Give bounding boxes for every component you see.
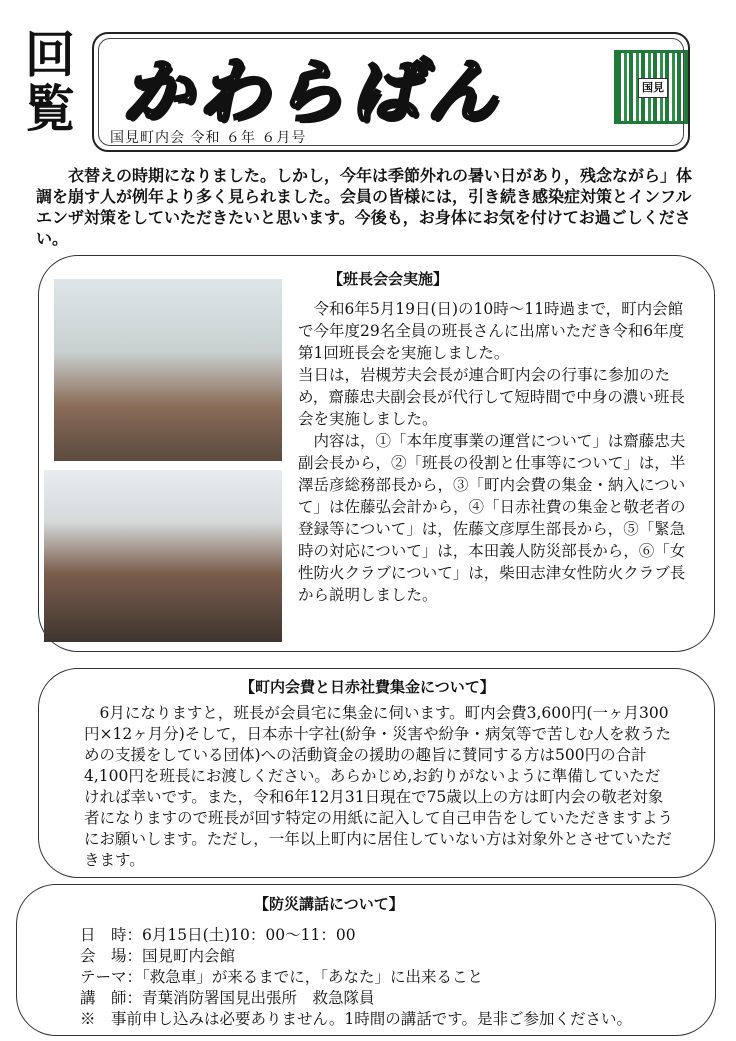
newsletter-header xyxy=(92,32,690,152)
section1-paragraph: 当日は，岩槻芳夫会長が連合町内会の行事に参加のため，齋藤忠夫副会長が代行して短時間で中身の濃い班長会を実施しました。 xyxy=(298,366,685,428)
meeting-photo-top xyxy=(54,279,282,461)
section1-body xyxy=(298,298,698,606)
issue-line: 国見町内会 令和 ６年 ６月号 xyxy=(110,130,307,146)
section1-heading: 【班長会会実施】 xyxy=(328,270,449,288)
section2-body xyxy=(84,703,674,871)
section1-paragraph: 内容は，①「本年度事業の運営について」は齋藤忠夫副会長から，②「班長の役割と仕事等について」は，半澤岳彦総務部長から，③「町内会費の集金・納入について」は佐藤弘会計から，④「日赤社費の集金と敬老者の登録等について」は，佐藤文彦厚生部長から，⑤「緊急時の対応について」は，本田義人防災部長から，⑥「女性防火クラブについて」は，柴田志津女性防火クラブ長から説明しました。 xyxy=(298,432,686,604)
talk-speaker-row: 講 師：青葉消防署国見出張所 救急隊員 xyxy=(80,989,375,1007)
talk-venue-row: 会 場：国見町内会館 xyxy=(80,947,236,965)
talk-date-row: 日 時：6月15日(土)10：00～11：00 xyxy=(80,926,356,944)
section2-heading: 【町内会費と日赤社費集金について】 xyxy=(240,678,495,696)
section1-paragraph: 令和6年5月19日(日)の10時～11時過まで，町内会館で今年度29名全員の班長さんに出席いただき令和6年度第1回班長会を実施しました。 xyxy=(298,300,685,362)
talk-note-row: ※ 事前申し込みは必要ありません。1時間の講話です。是非ご参加ください。 xyxy=(80,1010,633,1028)
intro-paragraph: 衣替えの時期になりました。しかし，今年は季節外れの暑い日があり，残念ながら」体調を崩す人が例年より多く見られました。会員の皆様には，引き続き感染症対策とインフルエンザ対策をしていただきたいと思います。今後も，お身体にお気を付けてお過ごしください。 xyxy=(36,166,693,248)
kairan-label: 回覧 xyxy=(25,25,75,138)
section3-heading: 【防災講話について】 xyxy=(254,895,404,913)
qr-label: 国見 xyxy=(638,78,668,98)
section2-paragraph: 6月になりますと，班長が会員宅に集金に伺います。町内会費3,600円(一ヶ月300円×12ヶ月分)そして，日本赤十字社(紛争・災害や紛争・病気等で苦しむ人を救うための支援をしている団体)への活動資金の援助の趣旨に賛同する方は500円の合計4,100円を班長にお渡しください。あらかじめ,お釣りがないように準備していただければ幸いです。また，令和6年12月31日現在で75歳以上の方は町内会の敬老対象者になりますので班長が回す特定の用紙に記入して自己申告をしていただきますようにお願いします。ただし，一年以上町内に居住していない方は対象外とさせていただきます。 xyxy=(84,704,674,869)
qr-code-icon xyxy=(614,50,688,124)
talk-theme-row: テーマ：「救急車」が来るまでに，「あなた」に出来ること xyxy=(80,968,484,986)
meeting-photo-bottom xyxy=(44,470,282,642)
newsletter-title: かわらばん xyxy=(122,51,502,133)
